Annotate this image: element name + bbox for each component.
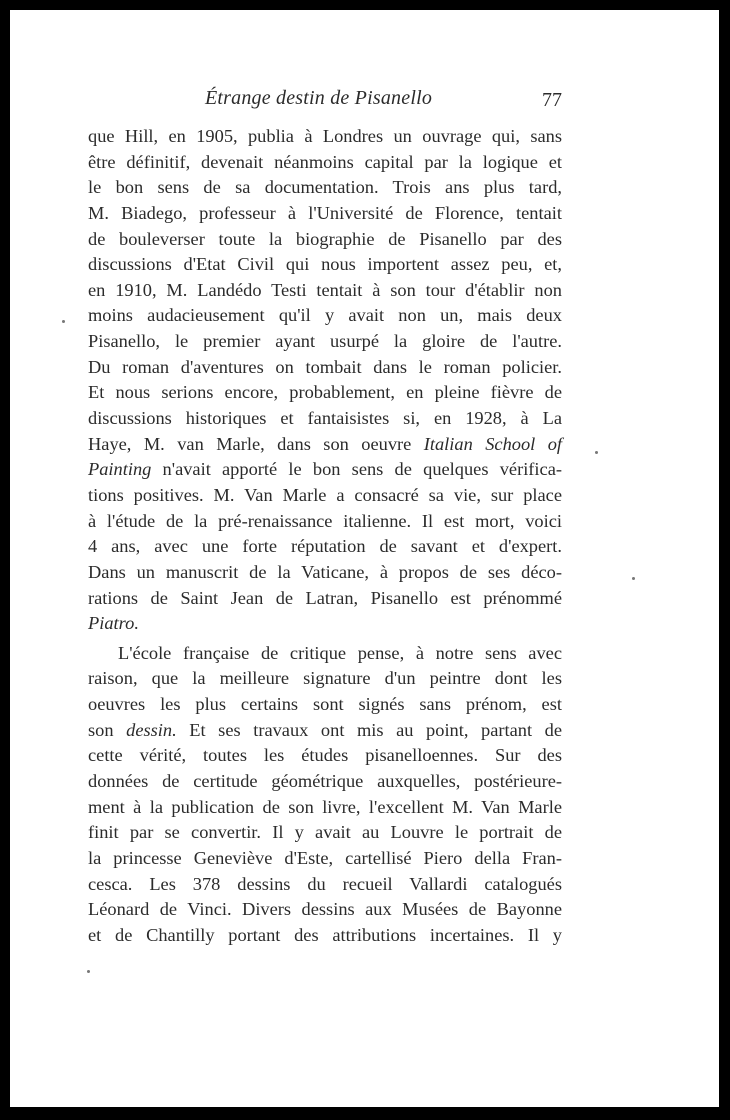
text-line (88, 457, 562, 483)
italic-word: dessin. (126, 719, 177, 740)
text-line: cesca. Les 378 dessins du recueil Vallardi catalogués (88, 873, 562, 894)
print-speck (62, 320, 65, 323)
text-line: 4 ans, avec une forte réputation de savant et d'expert. (88, 536, 562, 557)
text-line: et de Chantilly portant des attributions incertaines. Il y (88, 924, 562, 945)
text-segment: son (88, 719, 127, 740)
text-line: Et nous serions encore, probablement, en pleine fièvre de (88, 382, 562, 403)
text-line: Du roman d'aventures on tombait dans le roman policier. (88, 356, 562, 377)
italic-title: Painting (88, 459, 152, 480)
text-line: le bon sens de sa documentation. Trois ans plus tard, (88, 177, 562, 198)
text-line: de bouleverser toute la biographie de Pisanello par des (88, 228, 562, 249)
text-line: discussions d'Etat Civil qui nous importent assez peu, et, (88, 254, 562, 275)
text-line: la princesse Geneviève d'Este, cartellisé Piero della Fran- (88, 847, 562, 868)
text-line (88, 432, 562, 458)
text-line (88, 718, 562, 744)
text-line: tions positives. M. Van Marle a consacré sa vie, sur place (88, 484, 562, 505)
body-text (88, 124, 562, 949)
print-speck (87, 970, 90, 973)
print-speck (595, 451, 598, 454)
text-line: Pisanello, le premier ayant usurpé la gloire de l'autre. (88, 331, 562, 352)
text-line: cette vérité, toutes les études pisanelloennes. Sur des (88, 745, 562, 766)
text-segment: Haye, M. van Marle, dans son oeuvre (88, 433, 424, 454)
text-line: en 1910, M. Landédo Testi tentait à son tour d'établir non (88, 279, 562, 300)
text-line: Léonard de Vinci. Divers dessins aux Musées de Bayonne (88, 899, 562, 920)
text-line: être définitif, devenait néanmoins capital par la logique et (88, 151, 562, 172)
text-line (88, 611, 562, 637)
text-segment: Et ses travaux ont mis au point, partant de (176, 719, 563, 740)
print-speck (632, 577, 635, 580)
text-segment: n'avait apporté le bon sens de quelques vérifica- (151, 459, 562, 480)
text-line: finit par se convertir. Il y avait au Louvre le portrait de (88, 822, 562, 843)
running-head (10, 87, 719, 127)
italic-title: Italian School of (423, 433, 562, 454)
book-page (10, 10, 719, 1107)
text-line: rations de Saint Jean de Latran, Pisanello est prénommé (88, 587, 562, 608)
text-line: à l'étude de la pré-renaissance italienne. Il est mort, voici (88, 510, 562, 531)
running-title: Étrange destin de Pisanello (205, 87, 433, 109)
text-line: M. Biadego, professeur à l'Université de Florence, tentait (88, 202, 562, 223)
italic-name: Piatro. (88, 613, 139, 634)
text-line: discussions historiques et fantaisistes si, en 1928, à La (88, 408, 562, 429)
text-line: que Hill, en 1905, publia à Londres un ouvrage qui, sans (88, 126, 562, 146)
text-line: données de certitude géométrique auxquelles, postérieure- (88, 771, 562, 792)
text-line: L'école française de critique pense, à notre sens avec (118, 642, 562, 663)
text-line: oeuvres les plus certains sont signés sans prénom, est (88, 694, 562, 715)
text-line: raison, que la meilleure signature d'un peintre dont les (88, 668, 562, 689)
text-line: moins audacieusement qu'il y avait non un, mais deux (88, 305, 562, 326)
text-line: Dans un manuscrit de la Vaticane, à propos de ses déco- (88, 561, 562, 582)
text-line: ment à la publication de son livre, l'excellent M. Van Marle (88, 796, 562, 817)
page-number: 77 (542, 89, 562, 111)
